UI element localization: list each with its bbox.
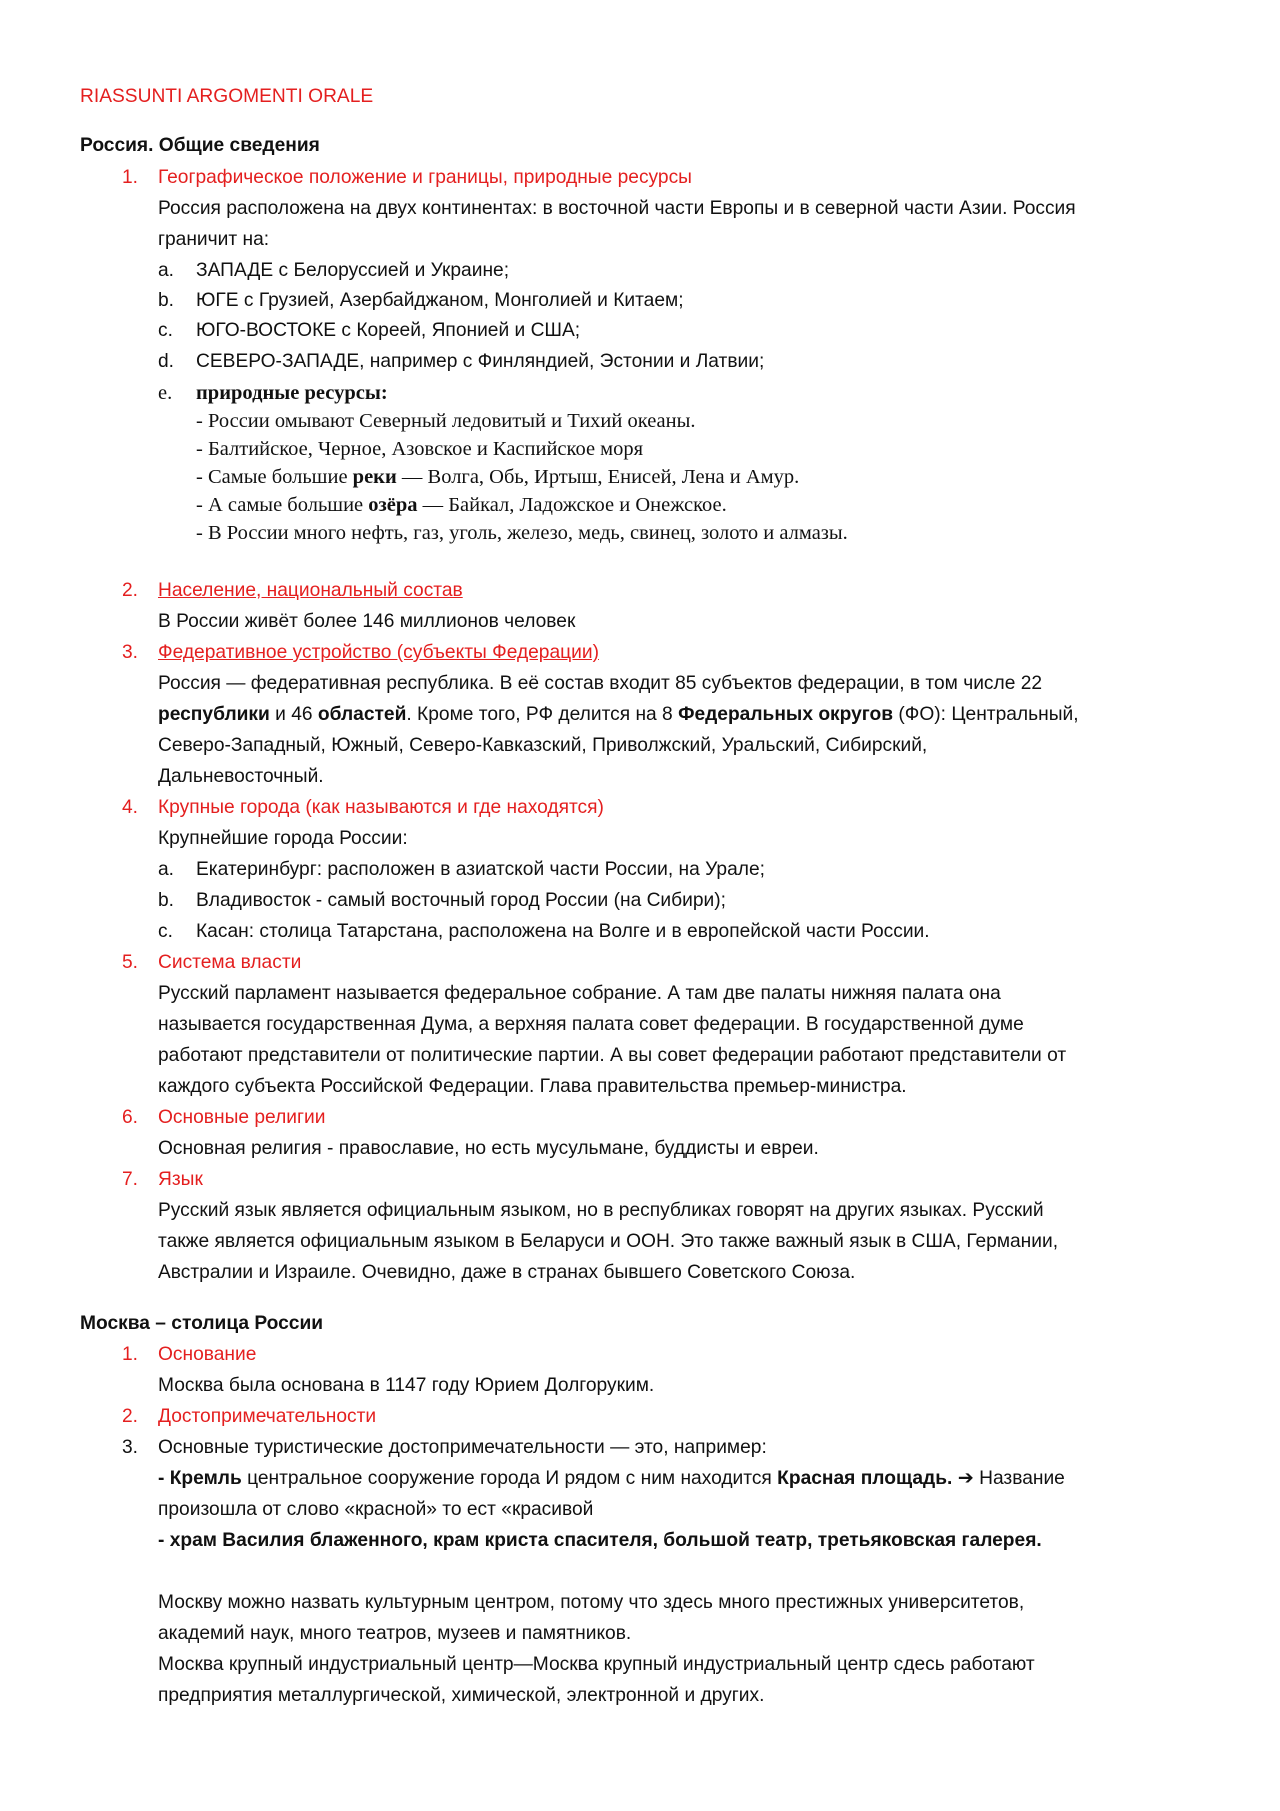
paragraph-line: Москва была основана в 1147 году Юрием Долгоруким. (158, 1375, 655, 1396)
list-marker: d. (158, 351, 175, 372)
paragraph-line: Крупнейшие города России: (158, 828, 408, 849)
list-marker: a. (158, 859, 175, 880)
resource-line: - А самые большие озёра — Байкал, Ладожское и Онежское. (196, 494, 727, 516)
subsection-title: Федеративное устройство (субъекты Федерации) (158, 642, 599, 663)
subsection-title: Система власти (158, 952, 302, 973)
list-item: Касан: столица Татарстана, расположена на Волге и в европейской части России. (196, 921, 930, 942)
paragraph-line: академий наук, много театров, музеев и памятников. (158, 1623, 632, 1644)
paragraph-line: Русский парламент называется федеральное собрание. А там две палаты нижняя палата она (158, 983, 1001, 1004)
paragraph-line: Основные туристические достопримечательности — это, например: (158, 1437, 767, 1458)
list-marker: c. (158, 320, 173, 341)
subsection-title: Основание (158, 1344, 257, 1365)
document-title: RIASSUNTI ARGOMENTI ORALE (80, 86, 374, 107)
item-number: 1. (122, 167, 139, 188)
item-number: 3. (122, 642, 139, 663)
list-item: Владивосток - самый восточный город России (на Сибири); (196, 890, 726, 911)
paragraph-line: каждого субъекта Российской Федерации. Глава правительства премьер-министра. (158, 1076, 907, 1097)
paragraph-line: Русский язык является официальным языком, но в республиках говорят на других языках. Русский (158, 1200, 1044, 1221)
paragraph-line: Северо-Западный, Южный, Северо-Кавказский, Приволжский, Уральский, Сибирский, (158, 735, 928, 756)
paragraph-line: называется государственная Дума, а верхняя палата совет федерации. В государственной думе (158, 1014, 1024, 1035)
item-number: 7. (122, 1169, 139, 1190)
resource-line: - Балтийское, Черное, Азовское и Каспийское моря (196, 438, 644, 460)
list-marker: a. (158, 260, 175, 281)
item-number: 2. (122, 580, 139, 601)
paragraph-line: также является официальным языком в Беларуси и ООН. Это также важный язык в США, Германии, (158, 1231, 1059, 1252)
item-number: 5. (122, 952, 139, 973)
bold-word: реки (352, 466, 397, 488)
subsection-title: Крупные города (как называются и где находятся) (158, 797, 604, 818)
section-heading-moscow: Москва – столица России (80, 1313, 324, 1334)
list-item: Екатеринбург: расположен в азиатской части России, на Урале; (196, 859, 765, 880)
subsection-title: Географическое положение и границы, природные ресурсы (158, 167, 692, 188)
arrow-right-icon: ➔ (957, 1468, 974, 1489)
resource-line: - Самые большие реки — Волга, Обь, Иртыш, Енисей, Лена и Амур. (196, 466, 800, 488)
paragraph-line: Россия расположена на двух континентах: в восточной части Европы и в северной части Азии. Россия (158, 198, 1076, 219)
list-item: ЮГЕ с Грузией, Азербайджаном, Монголией и Китаем; (196, 290, 684, 311)
paragraph-line: Дальневосточный. (158, 766, 324, 787)
paragraph-line: Москву можно назвать культурным центром, потому что здесь много престижных университетов, (158, 1592, 1025, 1613)
paragraph-line: произошла от слово «красной» то ест «красивой (158, 1499, 594, 1520)
item-number: 1. (122, 1344, 139, 1365)
list-item: ЮГО-ВОСТОКЕ с Кореей, Японией и США; (196, 320, 581, 341)
paragraph-line: Москва крупный индустриальный центр—Москва крупный индустриальный центр сдесь работают (158, 1654, 1035, 1675)
item-number: 6. (122, 1107, 139, 1128)
list-item: ЗАПАДЕ с Белоруссией и Украине; (196, 260, 510, 281)
subsection-title: Основные религии (158, 1107, 326, 1128)
list-marker: e. (158, 382, 173, 404)
paragraph-line: - Кремль центральное сооружение города И рядом с ним находится Красная площадь. ➔ Название (158, 1466, 1065, 1492)
resource-line: - В России много нефть, газ, уголь, железо, медь, свинец, золото и алмазы. (196, 522, 848, 544)
subsection-title: Население, национальный состав (158, 580, 463, 601)
paragraph-line: - храм Василия блаженного, крам криста спасителя, большой театр, третьяковская галерея. (158, 1530, 1042, 1551)
list-marker: b. (158, 290, 175, 311)
subsection-title: Язык (158, 1169, 203, 1190)
list-item: СЕВЕРО-ЗАПАДЕ, например с Финляндией, Эстонии и Латвии; (196, 351, 765, 372)
paragraph-line: граничит на: (158, 229, 270, 250)
list-marker: b. (158, 890, 175, 911)
paragraph-line: республики и 46 областей. Кроме того, РФ делится на 8 Федеральных округов (ФО): Центральный, (158, 704, 1079, 725)
paragraph-line: Австралии и Израиле. Очевидно, даже в странах бывшего Советского Союза. (158, 1262, 856, 1283)
item-number: 4. (122, 797, 139, 818)
subsection-title: Достопримечательности (158, 1406, 377, 1427)
paragraph-line: Россия — федеративная республика. В её состав входит 85 субъектов федерации, в том числе 22 (158, 673, 1043, 694)
paragraph-line: работают представители от политические партии. А вы совет федерации работают представители от (158, 1045, 1067, 1066)
resource-line: - России омывают Северный ледовитый и Тихий океаны. (196, 410, 696, 432)
bold-word: озёра (368, 494, 418, 516)
list-item-title: природные ресурсы: (196, 382, 388, 404)
paragraph-line: Основная религия - православие, но есть мусульмане, буддисты и евреи. (158, 1138, 819, 1159)
list-marker: c. (158, 921, 173, 942)
section-heading-russia: Россия. Общие сведения (80, 135, 320, 156)
item-number: 3. (122, 1437, 139, 1458)
item-number: 2. (122, 1406, 139, 1427)
paragraph-line: предприятия металлургической, химической, электронной и других. (158, 1685, 765, 1706)
paragraph-line: В России живёт более 146 миллионов человек (158, 611, 576, 632)
